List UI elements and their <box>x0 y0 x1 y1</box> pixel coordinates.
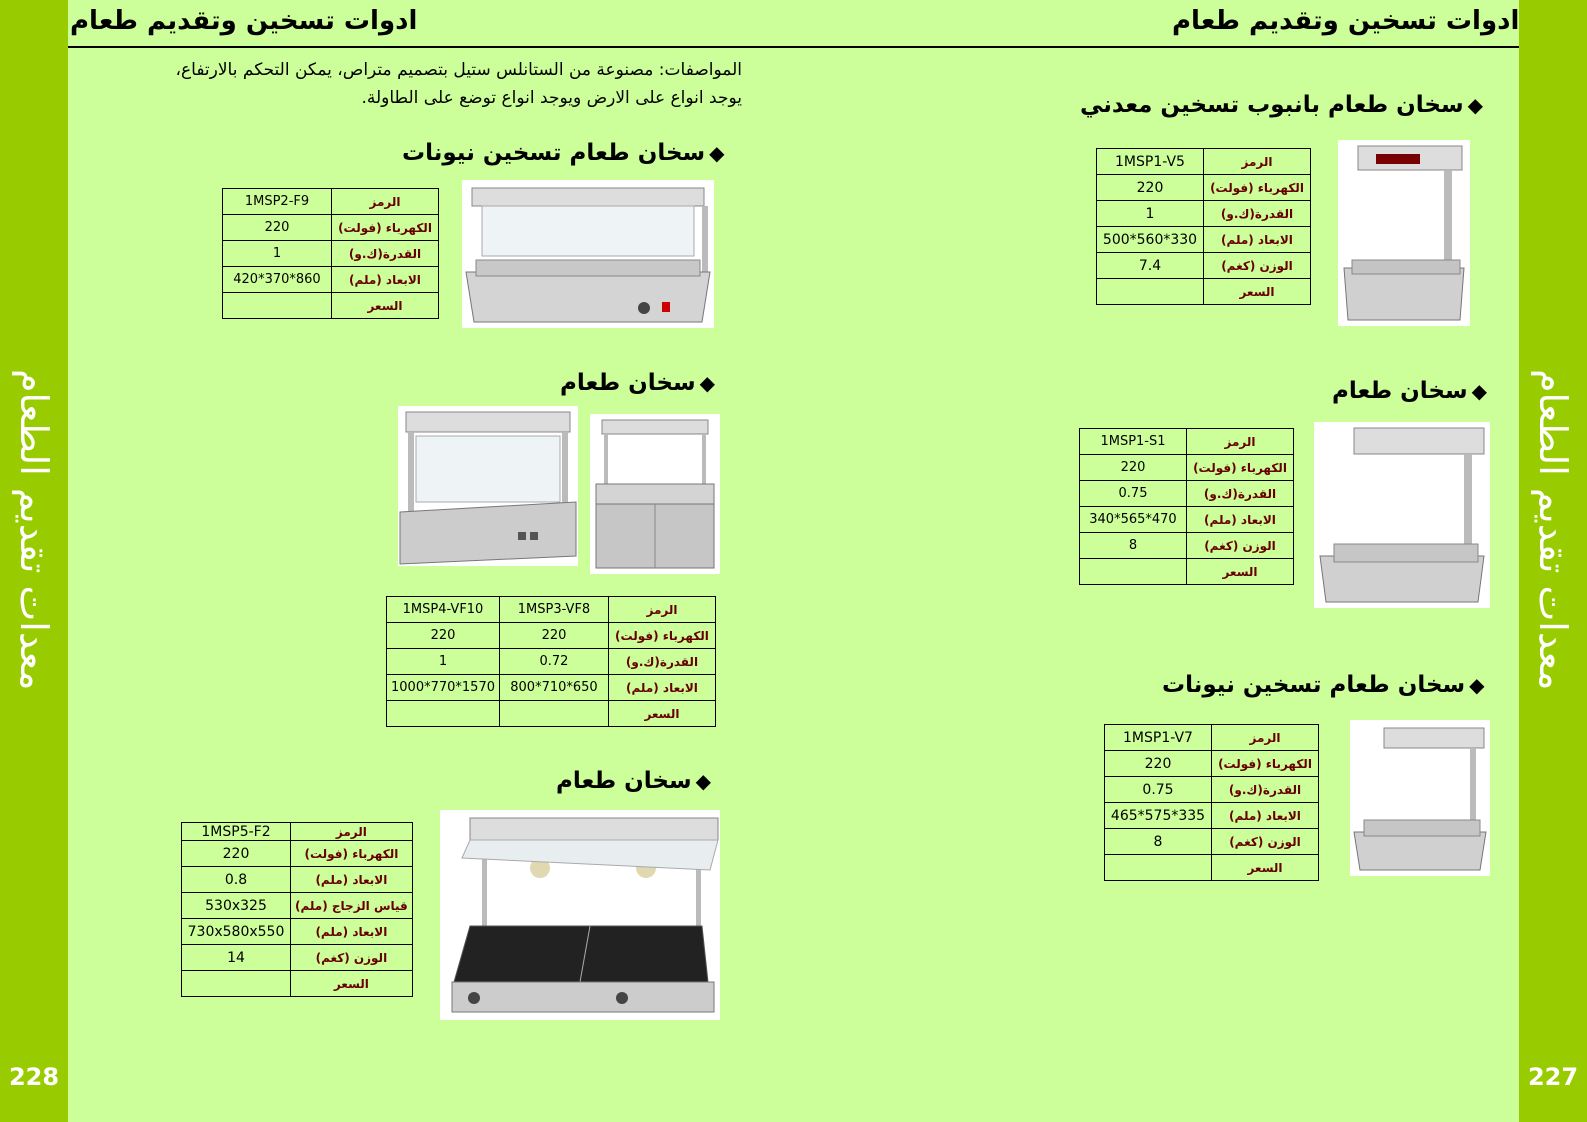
spec-table-left-2 <box>386 596 716 727</box>
product-title-left-1: ◆سخان طعام تسخين نيونات <box>402 140 725 166</box>
product-title-right-1: ◆سخان طعام بانبوب تسخين معدني <box>1080 92 1483 118</box>
product-title-right-3: ◆سخان طعام تسخين نيونات <box>1162 672 1485 698</box>
spec-table-left-1 <box>222 188 439 319</box>
diamond-bullet-icon: ◆ <box>1467 93 1483 117</box>
left-page-number: 228 <box>8 1063 60 1091</box>
table-row: 0.8 الابعاد (ملم) <box>182 867 413 893</box>
table-row: 220 الكهرباء (فولت) <box>1097 175 1311 201</box>
spec-line-2: يوجد انواع على الارض ويوجد انواع توضع على الطاولة. <box>361 88 742 108</box>
table-row: 465*575*335 الابعاد (ملم) <box>1105 803 1319 829</box>
product-photo-fry-station <box>590 414 720 574</box>
table-row: 1MSP1-V7 الرمز <box>1105 725 1319 751</box>
table-row: السعر <box>223 293 439 319</box>
table-row: 1 0.72 القدرة(ك.و) <box>387 649 716 675</box>
diamond-bullet-icon: ◆ <box>695 769 711 793</box>
table-row: 220 الكهرباء (فولت) <box>182 841 413 867</box>
table-row: 500*560*330 الابعاد (ملم) <box>1097 227 1311 253</box>
diamond-bullet-icon: ◆ <box>1471 379 1487 403</box>
table-row: 14 الوزن (كغم) <box>182 945 413 971</box>
table-row: 1MSP5-F2 الرمز <box>182 823 413 841</box>
table-row: 730x580x550 الابعاد (ملم) <box>182 919 413 945</box>
right-page-number: 227 <box>1527 1063 1579 1091</box>
table-row: 1MSP4-VF10 1MSP3-VF8 الرمز <box>387 597 716 623</box>
left-page-header: ادوات تسخين وتقديم طعام <box>70 6 418 36</box>
table-row: السعر <box>1105 855 1319 881</box>
table-row: السعر <box>1097 279 1311 305</box>
product-photo-fry-warmer <box>398 406 578 566</box>
table-row: 8 الوزن (كغم) <box>1105 829 1319 855</box>
table-row: 220 الكهرباء (فولت) <box>1105 751 1319 777</box>
product-title-left-3: ◆سخان طعام <box>556 768 711 794</box>
product-photo-food-warmer <box>1314 422 1490 608</box>
table-row: 1MSP1-V5 الرمز <box>1097 149 1311 175</box>
spec-table-right-3 <box>1104 724 1319 881</box>
product-title-right-2: ◆سخان طعام <box>1332 378 1487 404</box>
spec-line-1: المواصفات: مصنوعة من الستانلس ستيل بتصميم متراص، يمكن التحكم بالارتفاع، <box>175 60 742 80</box>
table-row: 220 الكهرباء (فولت) <box>223 215 439 241</box>
diamond-bullet-icon: ◆ <box>1469 673 1485 697</box>
diamond-bullet-icon: ◆ <box>709 141 725 165</box>
left-side-bar <box>0 0 68 1122</box>
table-row: 1MSP1-S1 الرمز <box>1080 429 1294 455</box>
table-row: 220 220 الكهرباء (فولت) <box>387 623 716 649</box>
right-side-title: معدات تقديم الطعام <box>1531 369 1575 691</box>
table-row: السعر <box>1080 559 1294 585</box>
header-divider <box>68 46 1519 48</box>
table-row: 1 القدرة(ك.و) <box>223 241 439 267</box>
table-row: 420*370*860 الابعاد (ملم) <box>223 267 439 293</box>
product-photo-neon-warmer <box>462 180 714 328</box>
diamond-bullet-icon: ◆ <box>699 371 715 395</box>
product-photo-tube-warmer <box>1338 140 1470 326</box>
left-side-title: معدات تقديم الطعام <box>12 369 56 691</box>
table-row: 530x325 قياس الزجاج (ملم) <box>182 893 413 919</box>
table-row: 220 الكهرباء (فولت) <box>1080 455 1294 481</box>
table-row: 340*565*470 الابعاد (ملم) <box>1080 507 1294 533</box>
spec-table-left-3 <box>181 822 413 997</box>
table-row: 7.4 الوزن (كغم) <box>1097 253 1311 279</box>
right-side-bar <box>1519 0 1587 1122</box>
spec-text <box>72 56 742 112</box>
table-row: 8 الوزن (كغم) <box>1080 533 1294 559</box>
product-title-left-2: ◆سخان طعام <box>560 370 715 396</box>
table-row: 1000*770*1570 800*710*650 الابعاد (ملم) <box>387 675 716 701</box>
spec-table-right-1 <box>1096 148 1311 305</box>
table-row: 1MSP2-F9 الرمز <box>223 189 439 215</box>
spec-table-right-2 <box>1079 428 1294 585</box>
table-row: 0.75 القدرة(ك.و) <box>1105 777 1319 803</box>
product-photo-neon-warmer-small <box>1350 720 1490 876</box>
table-row: السعر <box>387 701 716 727</box>
table-row: السعر <box>182 971 413 997</box>
table-row: 1 القدرة(ك.و) <box>1097 201 1311 227</box>
right-page-header: ادوات تسخين وتقديم طعام <box>1172 6 1520 36</box>
table-row: 0.75 القدرة(ك.و) <box>1080 481 1294 507</box>
product-photo-glass-top-warmer <box>440 810 720 1020</box>
